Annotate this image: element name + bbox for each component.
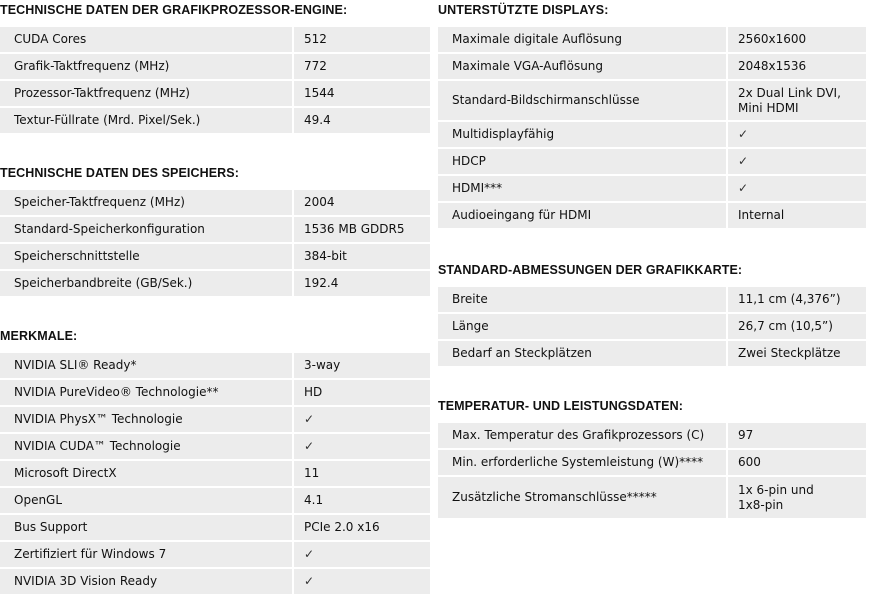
memory-section-title: TECHNISCHE DATEN DES SPEICHERS: — [0, 166, 240, 180]
table-row — [438, 176, 866, 201]
table-row — [0, 190, 430, 215]
table-row — [0, 108, 430, 133]
table-row — [0, 461, 430, 486]
row-label: Länge — [438, 314, 726, 339]
checkmark-icon: ✓ — [728, 149, 866, 174]
row-value: 97 — [728, 423, 866, 448]
table-row — [0, 488, 430, 513]
table-row — [438, 450, 866, 475]
table-row — [438, 423, 866, 448]
row-label: Min. erforderliche Systemleistung (W)**** — [438, 450, 726, 475]
row-label: Breite — [438, 287, 726, 312]
checkmark-icon: ✓ — [294, 542, 430, 567]
row-value: 11 — [294, 461, 430, 486]
row-label: NVIDIA 3D Vision Ready — [0, 569, 292, 594]
table-row — [0, 515, 430, 540]
row-value: 600 — [728, 450, 866, 475]
gpu-table — [0, 27, 430, 133]
features-section-title: MERKMALE: — [0, 329, 78, 343]
displays-table — [438, 27, 866, 228]
dimensions-table — [438, 287, 866, 366]
row-label: Audioeingang für HDMI — [438, 203, 726, 228]
checkmark-icon: ✓ — [728, 176, 866, 201]
row-value: 2048x1536 — [728, 54, 866, 79]
row-value: 772 — [294, 54, 430, 79]
table-row — [0, 81, 430, 106]
row-label: Bedarf an Steckplätzen — [438, 341, 726, 366]
row-value: 26,7 cm (10,5”) — [728, 314, 866, 339]
table-row — [0, 569, 430, 594]
row-label: Prozessor-Taktfrequenz (MHz) — [0, 81, 292, 106]
power-section-title: TEMPERATUR- UND LEISTUNGSDATEN: — [438, 399, 683, 413]
row-value: 192.4 — [294, 271, 430, 296]
row-label: Grafik-Taktfrequenz (MHz) — [0, 54, 292, 79]
table-row — [0, 380, 430, 405]
row-value: 384-bit — [294, 244, 430, 269]
row-label: Speicherbandbreite (GB/Sek.) — [0, 271, 292, 296]
row-label: Microsoft DirectX — [0, 461, 292, 486]
memory-table — [0, 190, 430, 296]
row-label: OpenGL — [0, 488, 292, 513]
row-label: NVIDIA PureVideo® Technologie** — [0, 380, 292, 405]
table-row — [438, 203, 866, 228]
checkmark-icon: ✓ — [728, 122, 866, 147]
row-label: Textur-Füllrate (Mrd. Pixel/Sek.) — [0, 108, 292, 133]
row-value: Zwei Steckplätze — [728, 341, 866, 366]
table-row — [438, 314, 866, 339]
power-table — [438, 423, 866, 518]
table-row — [0, 271, 430, 296]
row-label: Maximale digitale Auflösung — [438, 27, 726, 52]
table-row — [438, 122, 866, 147]
row-value: 2x Dual Link DVI, Mini HDMI — [728, 81, 866, 120]
checkmark-icon: ✓ — [294, 434, 430, 459]
row-value: 1536 MB GDDR5 — [294, 217, 430, 242]
table-row — [438, 27, 866, 52]
row-value: 1544 — [294, 81, 430, 106]
row-label: Max. Temperatur des Grafikprozessors (C) — [438, 423, 726, 448]
checkmark-icon: ✓ — [294, 407, 430, 432]
row-label: NVIDIA SLI® Ready* — [0, 353, 292, 378]
table-row — [0, 407, 430, 432]
row-label: Standard-Speicherkonfiguration — [0, 217, 292, 242]
row-value: 512 — [294, 27, 430, 52]
row-value: 1x 6-pin und 1x8-pin — [728, 477, 866, 518]
row-value: 2560x1600 — [728, 27, 866, 52]
table-row — [438, 287, 866, 312]
row-label: Maximale VGA-Auflösung — [438, 54, 726, 79]
table-row — [0, 434, 430, 459]
row-label: HDMI*** — [438, 176, 726, 201]
row-value: Internal — [728, 203, 866, 228]
table-row — [438, 54, 866, 79]
table-row — [0, 27, 430, 52]
row-label: CUDA Cores — [0, 27, 292, 52]
row-value: 11,1 cm (4,376”) — [728, 287, 866, 312]
gpu-section-title: TECHNISCHE DATEN DER GRAFIKPROZESSOR-ENGINE: — [0, 3, 348, 17]
features-table — [0, 353, 430, 594]
row-label: Standard-Bildschirmanschlüsse — [438, 81, 726, 120]
table-row — [438, 341, 866, 366]
row-label: Bus Support — [0, 515, 292, 540]
table-row — [0, 542, 430, 567]
dimensions-section-title: STANDARD-ABMESSUNGEN DER GRAFIKKARTE: — [438, 263, 743, 277]
checkmark-icon: ✓ — [294, 569, 430, 594]
displays-section-title: UNTERSTÜTZTE DISPLAYS: — [438, 3, 609, 17]
table-row — [0, 244, 430, 269]
row-value: HD — [294, 380, 430, 405]
row-label: Zusätzliche Stromanschlüsse***** — [438, 477, 726, 518]
row-value: PCIe 2.0 x16 — [294, 515, 430, 540]
table-row — [438, 149, 866, 174]
table-row — [438, 477, 866, 518]
table-row — [0, 217, 430, 242]
table-row — [0, 353, 430, 378]
row-value: 4.1 — [294, 488, 430, 513]
row-value: 2004 — [294, 190, 430, 215]
row-label: Speicher-Taktfrequenz (MHz) — [0, 190, 292, 215]
row-label: HDCP — [438, 149, 726, 174]
row-value: 49.4 — [294, 108, 430, 133]
row-label: NVIDIA CUDA™ Technologie — [0, 434, 292, 459]
table-row — [438, 81, 866, 120]
row-value: 3-way — [294, 353, 430, 378]
row-label: Multidisplayfähig — [438, 122, 726, 147]
table-row — [0, 54, 430, 79]
row-label: Zertifiziert für Windows 7 — [0, 542, 292, 567]
row-label: Speicherschnittstelle — [0, 244, 292, 269]
row-label: NVIDIA PhysX™ Technologie — [0, 407, 292, 432]
